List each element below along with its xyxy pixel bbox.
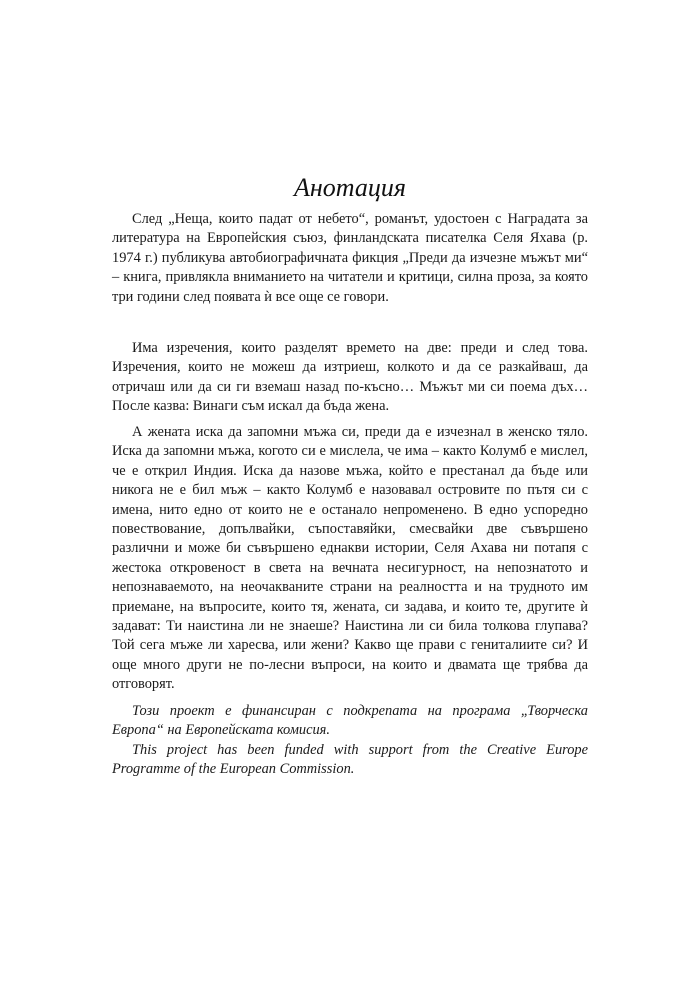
paragraph-3: А жената иска да запомни мъжа си, преди да е изчезнал в женско тяло. Иска да запомни мъжа, когото си е мислела, че има – както Колумб е мислел, че е открил Индия. Иска да назове мъжа, който е престанал да бъде или никога не е бил мъж – както Колумб е назовавал островите по пътя си с имена, нито едно от които не е останало непроменено. В едно успоредно повествование, допълвайки, съпоставяйки, смесвайки две съвършено различни и може би съвършено еднакви истории, Селя Ахава ни потапя с жестока откровеност в света на вечната несигурност, на непознатото и непознаваемото, на неочакваните страни на реалността и на трудното им приемане, на въпросите, които тя, жената, си задава, и които те, другите ѝ задават: Ти наистина ли не знаеше? Наистина ли си била толкова глупава? Той сега мъже ли харесва, или жени? Какво ще прави с гениталиите си? И още много други не по-лесни въпроси, на които и двамата ще трябва да отговорят. (112, 424, 588, 693)
funding-note-en: This project has been funded with support from the Creative Europe Programme of the European Commission. (112, 742, 588, 778)
paragraph-2: Има изречения, които разделят времето на две: преди и след това. Изречения, които не можеш да изтриеш, колкото и да се разкайваш, да отричаш или да си ги вземаш назад по-късно… Мъжът ми си поема дъх… После казва: Винаги съм искал да бъда жена. (112, 340, 588, 415)
paragraph-1: След „Неща, които падат от небето“, романът, удостоен с Наградата за литература на Европейския съюз, финландската писателка Селя Яхава (р. 1974 г.) публикува автобиографичната фикция „Преди да изчезне мъжът ми“ – книга, привлякла вниманието на читатели и критици, силна проза, за която три години след появата ѝ все още се говори. (112, 211, 588, 305)
page-title: Анотация (294, 173, 406, 202)
funding-note-bg: Този проект е финансиран с подкрепата на програма „Творческа Европа“ на Европейската комисия. (112, 703, 588, 739)
